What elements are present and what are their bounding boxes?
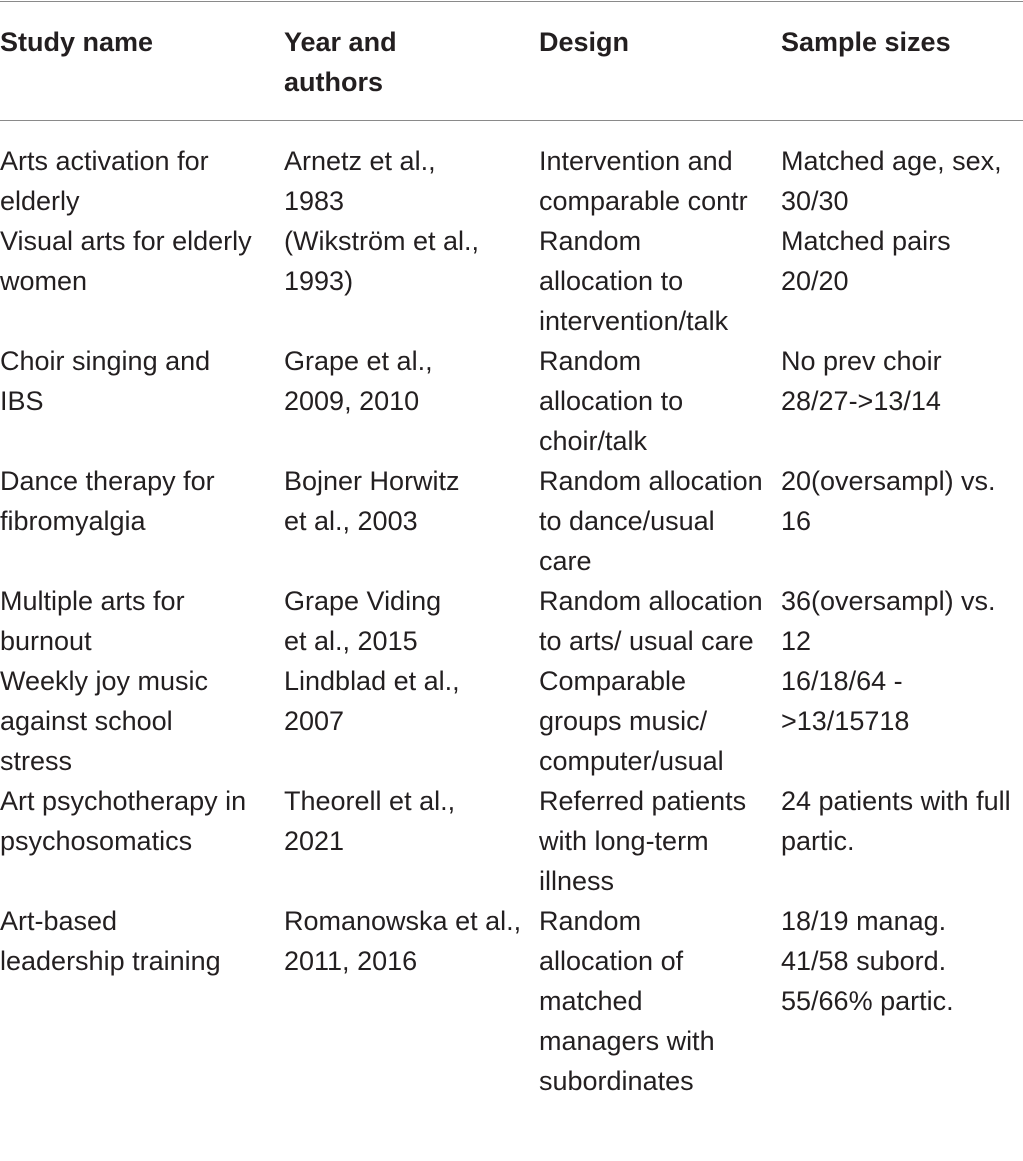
- cell-study: Arts activation for elderly: [0, 146, 209, 216]
- header-study-name: Study name: [0, 27, 154, 57]
- table-row: [0, 581, 1023, 661]
- header-sample-sizes: Sample sizes: [781, 27, 951, 57]
- cell-sample: 24 patients with full partic.: [781, 786, 1011, 856]
- cell-design: Intervention and comparable contr: [539, 146, 748, 216]
- cell-study: Weekly joy music against school stress: [0, 666, 209, 776]
- table-row: [0, 120, 1023, 221]
- cell-authors: Romanowska et al., 2011, 2016: [284, 906, 522, 976]
- cell-authors: (Wikström et al., 1993): [284, 226, 480, 296]
- cell-study: Choir singing and IBS: [0, 346, 211, 416]
- cell-study: Art psychotherapy in psychosomatics: [0, 786, 247, 856]
- cell-sample: No prev choir 28/27->13/14: [781, 346, 942, 416]
- cell-authors: Grape et al., 2009, 2010: [284, 346, 433, 416]
- cell-study: Visual arts for elderly women: [0, 226, 252, 296]
- cell-study: Dance therapy for fibromyalgia: [0, 466, 215, 536]
- cell-design: Random allocation to choir/talk: [539, 346, 684, 456]
- cell-authors: Grape Viding et al., 2015: [284, 586, 442, 656]
- table-row: [0, 661, 1023, 781]
- cell-sample: 36(oversampl) vs. 12: [781, 586, 996, 656]
- cell-design: Comparable groups music/ computer/usual: [539, 666, 724, 776]
- table-row: [0, 901, 1023, 1101]
- header-row: [0, 0, 1023, 120]
- table-row: [0, 341, 1023, 461]
- cell-design: Random allocation to arts/ usual care: [539, 586, 763, 656]
- header-year-authors: Year and authors: [284, 27, 397, 97]
- cell-authors: Arnetz et al., 1983: [284, 146, 436, 216]
- cell-authors: Bojner Horwitz et al., 2003: [284, 466, 460, 536]
- table-row: [0, 461, 1023, 581]
- cell-design: Random allocation to intervention/talk: [539, 226, 729, 336]
- cell-sample: 20(oversampl) vs. 16: [781, 466, 996, 536]
- cell-design: Random allocation to dance/usual care: [539, 466, 763, 576]
- table-row: [0, 221, 1023, 341]
- cell-sample: Matched pairs 20/20: [781, 226, 951, 296]
- cell-sample: 16/18/64 ->13/15718: [781, 666, 910, 736]
- table-row: [0, 781, 1023, 901]
- cell-sample: Matched age, sex, 30/30: [781, 146, 1002, 216]
- cell-authors: Theorell et al., 2021: [284, 786, 456, 856]
- cell-study: Multiple arts for burnout: [0, 586, 185, 656]
- cell-design: Random allocation of matched managers with subordinates: [539, 906, 715, 1096]
- cell-design: Referred patients with long-term illness: [539, 786, 747, 896]
- cell-sample: 18/19 manag. 41/58 subord. 55/66% partic.: [781, 906, 954, 1016]
- cell-authors: Lindblad et al., 2007: [284, 666, 460, 736]
- header-design: Design: [539, 27, 630, 57]
- cell-study: Art-based leadership training: [0, 906, 221, 976]
